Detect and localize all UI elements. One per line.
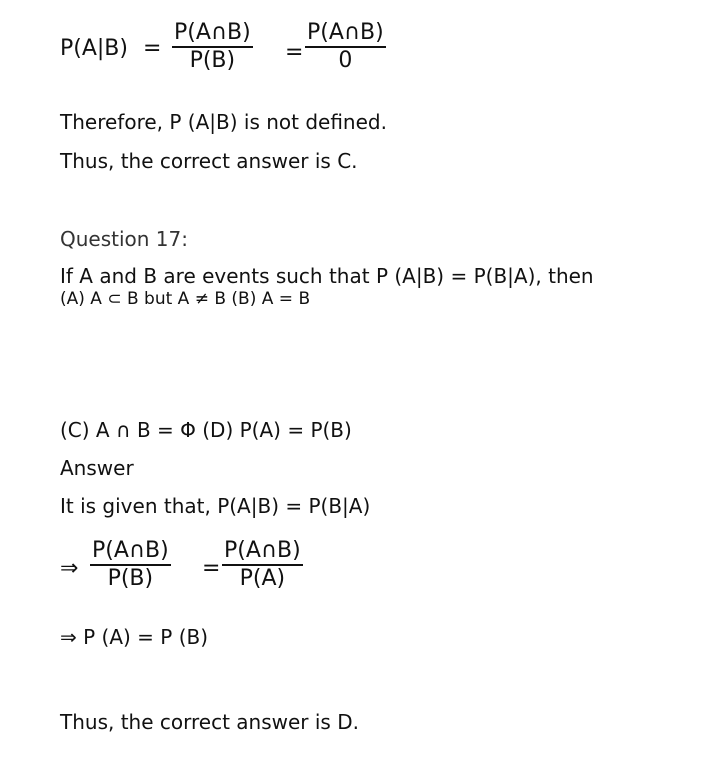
eq2-equals-sign: = <box>202 556 221 581</box>
eq2-fraction-right <box>222 538 303 592</box>
eq2-fraction-right-denominator: P(A) <box>239 566 286 591</box>
eq1-equals-sign: = <box>143 36 162 61</box>
options-cd: (C) A ∩ B = Φ (D) P(A) = P(B) <box>60 418 352 442</box>
result-line: ⇒ P (A) = P (B) <box>60 625 209 649</box>
eq1-equals-sign-2: = <box>285 40 304 65</box>
eq1-fraction-right-denominator: 0 <box>338 48 353 73</box>
eq1-fraction-left-numerator: P(A∩B) <box>174 20 251 45</box>
eq1-fraction-left-denominator: P(B) <box>189 48 236 73</box>
options-ab: (A) A ⊂ B but A ≠ B (B) A = B <box>60 289 311 309</box>
therefore-line: Therefore, P (A|B) is not defined. <box>60 110 387 134</box>
final-answer-line: Thus, the correct answer is D. <box>60 710 359 734</box>
answer-label: Answer <box>60 456 134 480</box>
eq2-implies-arrow: ⇒ <box>60 556 79 581</box>
given-text: It is given that, P(A|B) = P(B|A) <box>60 494 371 518</box>
answer-c-line: Thus, the correct answer is C. <box>60 149 358 173</box>
eq2-fraction-left-denominator: P(B) <box>107 566 154 591</box>
question-text: If A and B are events such that P (A|B) = P(B|A), then <box>60 264 594 288</box>
eq1-lhs: P(A|B) <box>60 36 128 61</box>
eq2-fraction-left <box>90 538 171 592</box>
eq2-fraction-left-numerator: P(A∩B) <box>92 538 169 563</box>
eq1-fraction-right-numerator: P(A∩B) <box>307 20 384 45</box>
question-label: Question 17: <box>60 227 188 251</box>
eq1-fraction-right <box>305 20 386 74</box>
eq2-fraction-right-numerator: P(A∩B) <box>224 538 301 563</box>
eq1-fraction-left <box>172 20 253 74</box>
